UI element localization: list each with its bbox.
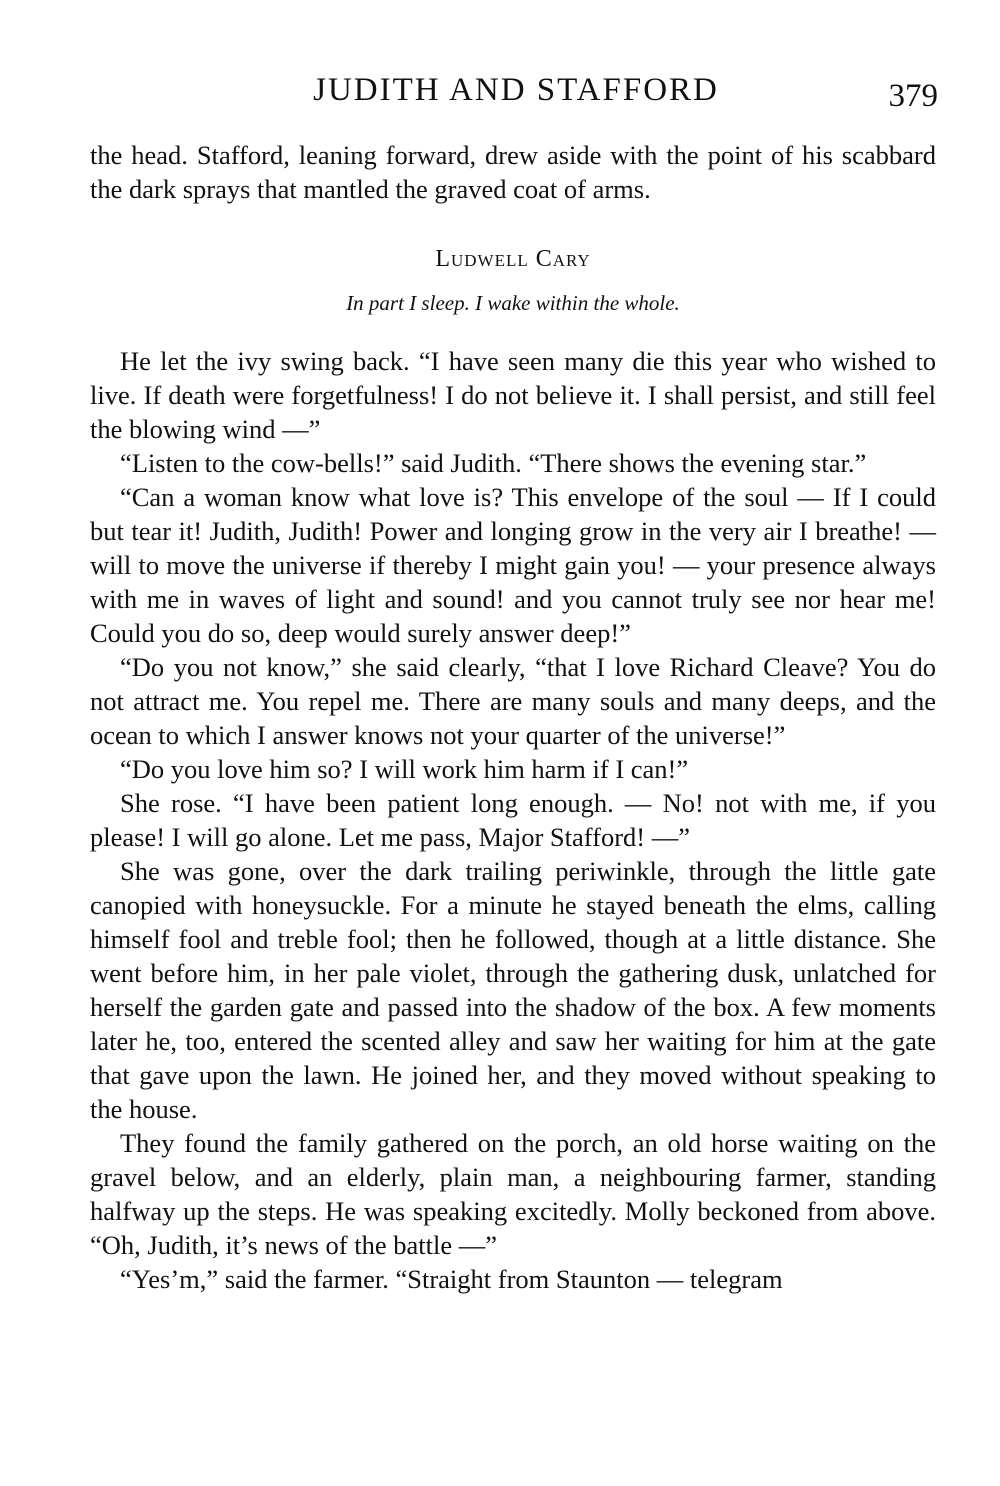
paragraph: She was gone, over the dark trailing periwinkle, through the little gate canopied with honeysuckle. For a minute he stayed beneath the elms, calling himself fool and treble fool; then he followed, though at a little distance. She went before him, in her pale violet, through the gathering dusk, unlatched for herself the garden gate and passed into the shadow of the box. A few moments later he, too, entered the scented alley and saw her waiting for him at the gate that gave upon the lawn. He joined her, and they moved without speaking to the house. bbox=[90, 856, 936, 1124]
paragraph: “Do you love him so? I will work him harm if I can!” bbox=[120, 754, 689, 784]
paragraph: They found the family gathered on the porch, an old horse waiting on the gravel below, and an elderly, plain man, a neighbouring farmer, standing halfway up the steps. He was speaking excitedly. Molly beckoned from above. “Oh, Judith, it’s news of the battle —” bbox=[90, 1128, 936, 1260]
running-title: JUDITH AND STAFFORD bbox=[313, 72, 719, 108]
paragraph: She rose. “I have been patient long enough. — No! not with me, if you please! I will go alone. Let me pass, Major Stafford! —” bbox=[90, 788, 936, 852]
paragraph: “Listen to the cow-bells!” said Judith. “There shows the evening star.” bbox=[120, 448, 867, 478]
paragraph: “Can a woman know what love is? This envelope of the soul — If I could but tear it! Judith, Judith! Power and longing grow in the very air I breathe! — will to move the universe if thereby I might gain you! — your presence always with me in waves of light and sound! and you cannot truly see nor hear me! Could you do so, deep would surely answer deep!” bbox=[90, 482, 936, 648]
epigraph: In part I sleep. I wake within the whole. bbox=[346, 291, 680, 315]
paragraph: “Yes’m,” said the farmer. “Straight from Staunton — telegram bbox=[120, 1264, 783, 1294]
running-head bbox=[90, 72, 942, 112]
paragraph: “Do you not know,” she said clearly, “that I love Richard Cleave? You do not attract me. You repel me. There are many souls and many deeps, and the ocean to which I answer knows not your quarter of the universe!” bbox=[90, 652, 936, 750]
paragraph: He let the ivy swing back. “I have seen many die this year who wished to live. If death were forgetfulness! I do not believe it. I shall persist, and still feel the blowing wind —” bbox=[90, 346, 936, 444]
page-number: 379 bbox=[888, 78, 938, 114]
paragraph-continuation: the head. Stafford, leaning forward, drew aside with the point of his scabbard the dark sprays that mantled the graved coat of arms. bbox=[90, 140, 936, 204]
body-text bbox=[90, 138, 936, 1296]
section-heading: Ludwell Cary bbox=[435, 246, 591, 272]
